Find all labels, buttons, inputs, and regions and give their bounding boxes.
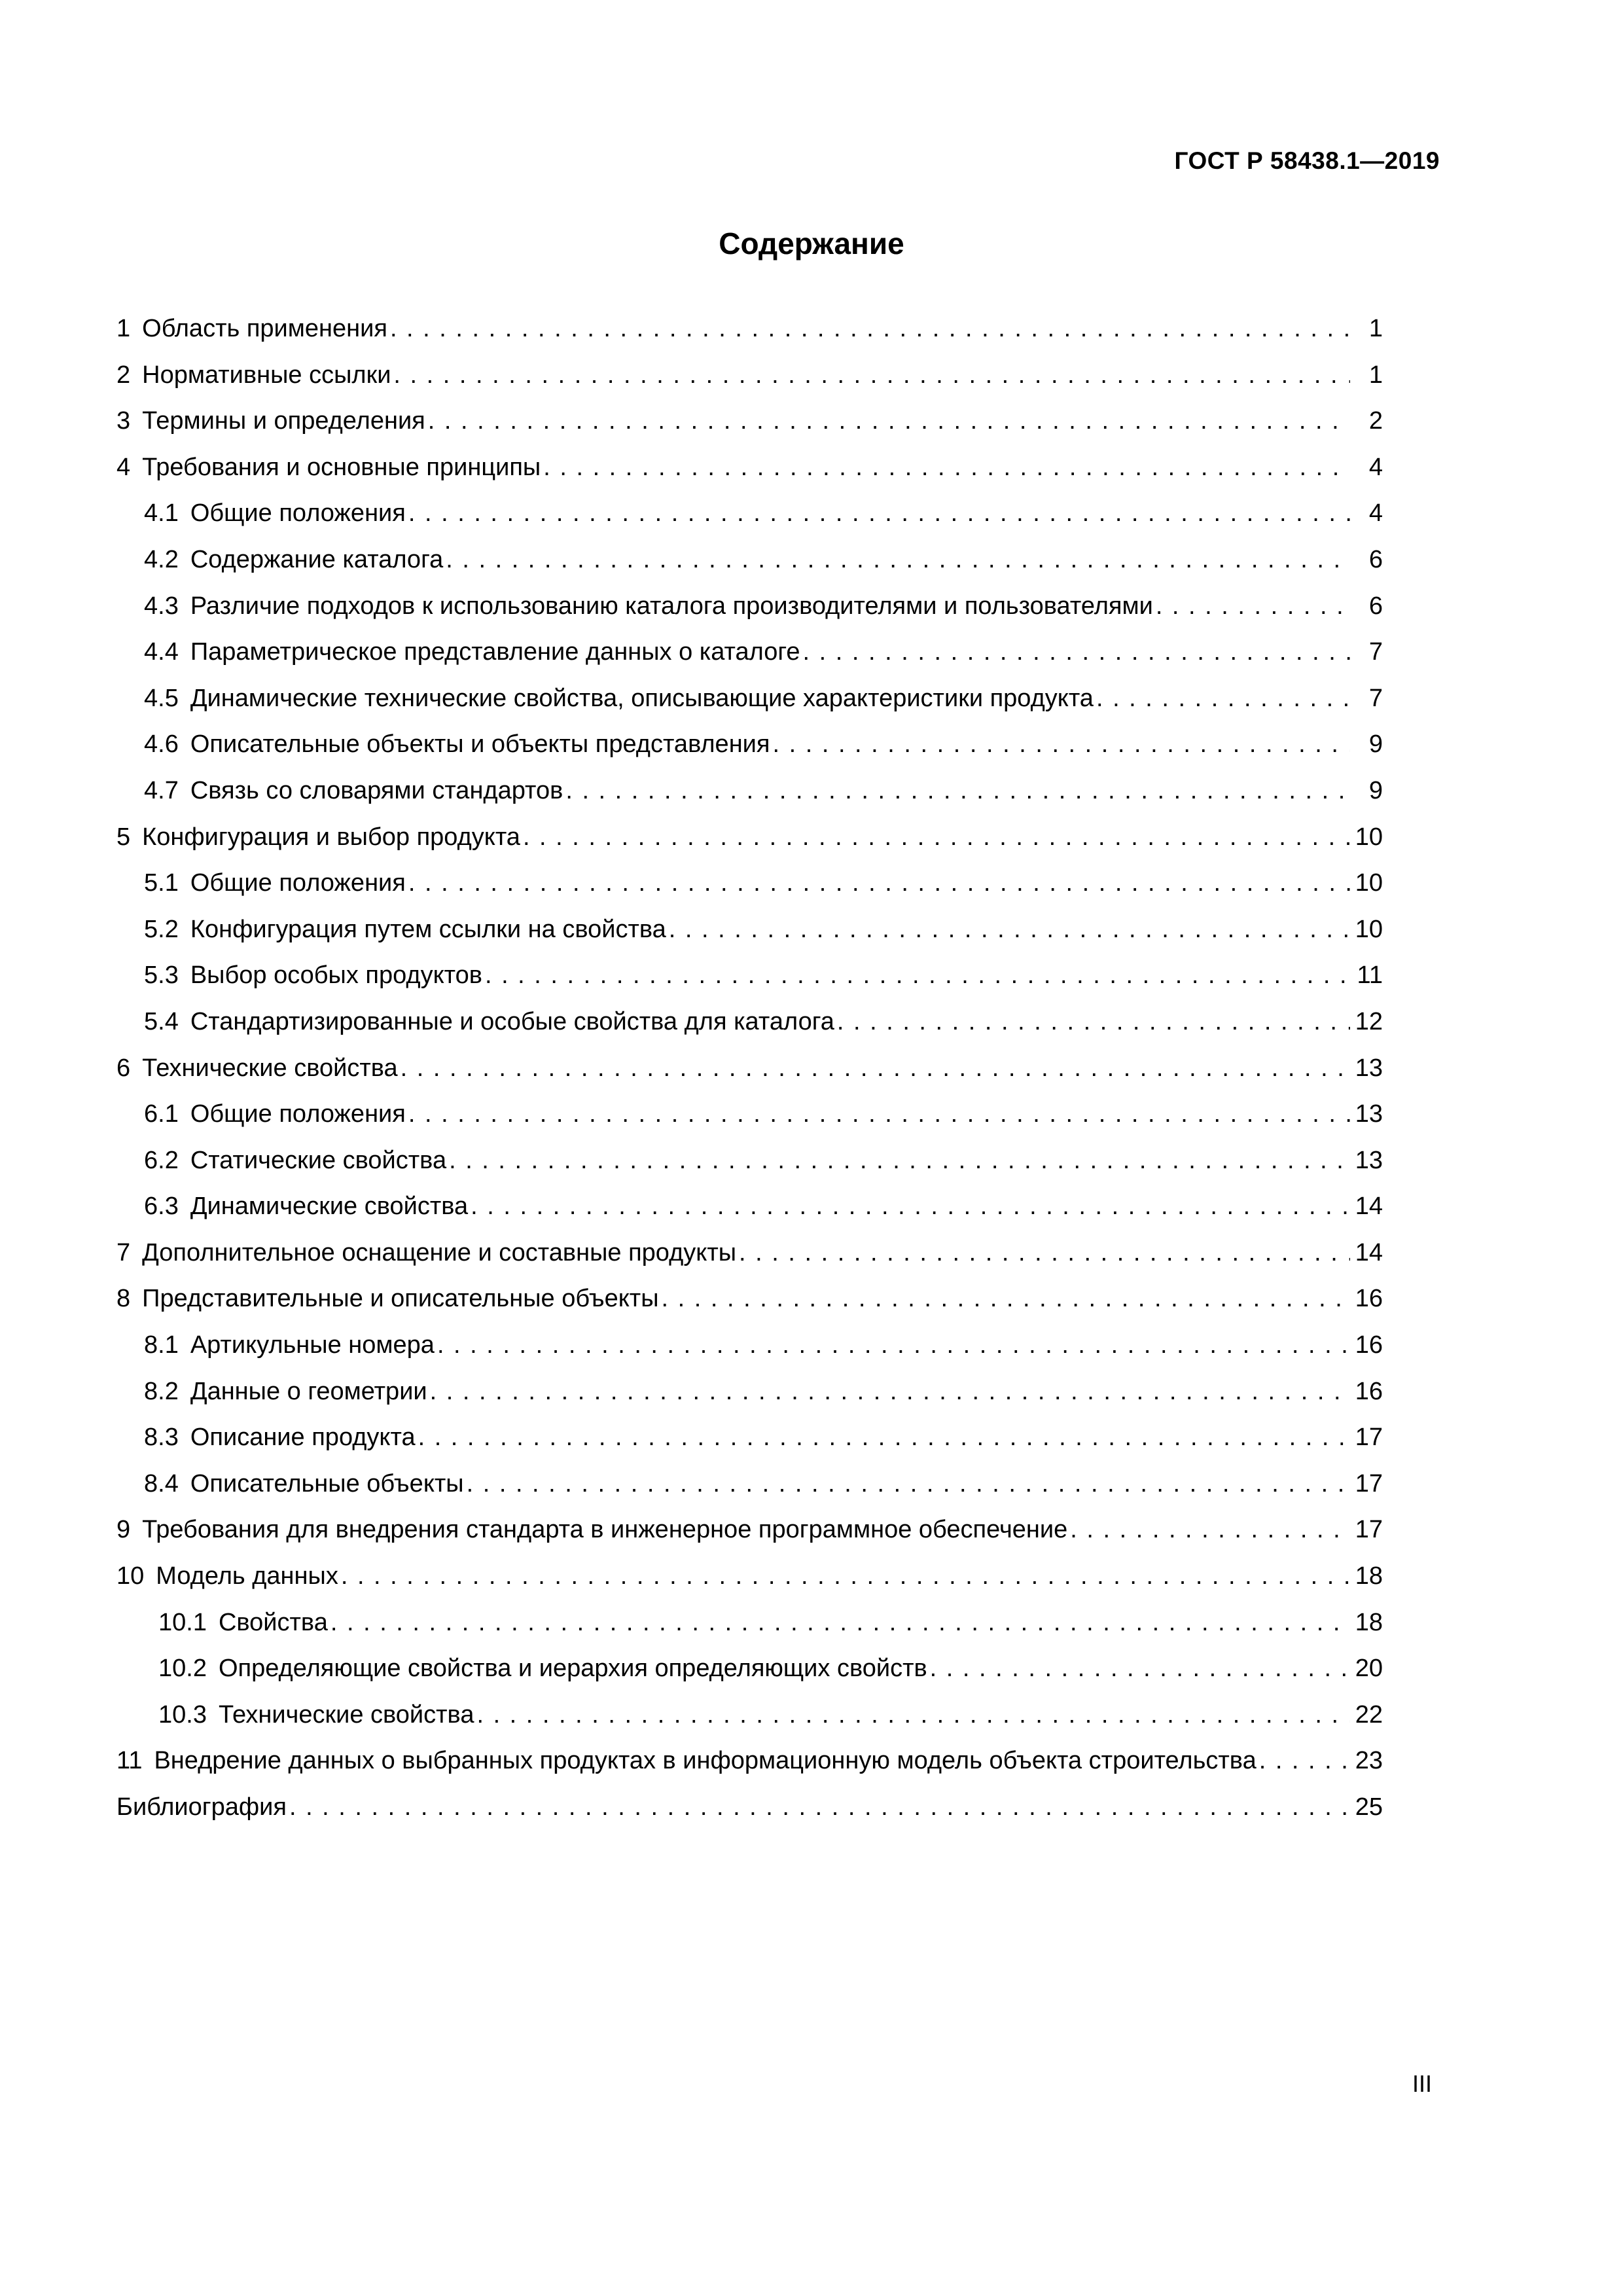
toc-entry-title: Содержание каталога [190, 545, 444, 573]
toc-entry-page: 9 [1368, 730, 1383, 759]
toc-entry-page: 4 [1368, 499, 1383, 528]
toc-entry[interactable] [116, 1194, 1383, 1240]
toc-entry-title: Статические свойства [190, 1146, 447, 1174]
toc-entry[interactable] [116, 870, 1383, 917]
dot-leader [662, 1286, 1350, 1311]
toc-entry-page: 16 [1355, 1377, 1383, 1405]
toc-entry[interactable] [116, 1333, 1383, 1379]
toc-entry-title: Свойства [218, 1608, 328, 1636]
toc-entry-page: 18 [1355, 1562, 1383, 1590]
toc-entry-page: 4 [1368, 453, 1383, 481]
toc-entry[interactable] [116, 1471, 1383, 1518]
dot-leader [408, 1102, 1350, 1126]
dot-leader [437, 1333, 1350, 1357]
dot-leader [289, 1795, 1350, 1820]
toc-entry-title: Библиография [116, 1793, 287, 1821]
toc-entry[interactable] [116, 1009, 1383, 1056]
toc-entry[interactable] [116, 1379, 1383, 1426]
dot-leader [408, 870, 1350, 895]
toc-entry-title: Внедрение данных о выбранных продуктах в информационную модель объекта строительства [154, 1747, 1257, 1775]
dot-leader [543, 455, 1350, 480]
toc-entry-number: 5.2 [144, 915, 179, 943]
toc-entry[interactable] [116, 1610, 1383, 1657]
toc-entry-page: 2 [1368, 407, 1383, 435]
toc-entry-page: 13 [1355, 1054, 1383, 1082]
toc-entry-page: 11 [1357, 961, 1383, 990]
toc-entry-title: Технические свойства [142, 1054, 398, 1082]
toc-entry[interactable] [116, 455, 1383, 501]
toc-entry-number: 8 [116, 1285, 131, 1313]
toc-entry-title: Данные о геометрии [190, 1377, 427, 1405]
toc-entry[interactable] [116, 1056, 1383, 1102]
toc-entry-page: 6 [1368, 592, 1383, 620]
toc-entry-title: Термины и определения [142, 407, 425, 435]
toc-entry-title: Общие положения [190, 499, 406, 528]
toc-entry[interactable] [116, 639, 1383, 686]
toc-entry-number: 8.2 [144, 1377, 179, 1405]
dot-leader [430, 1379, 1350, 1404]
toc-entry-title: Общие положения [190, 1100, 406, 1128]
toc-entry-page: 17 [1355, 1424, 1383, 1452]
toc-entry[interactable] [116, 732, 1383, 778]
toc-entry-title: Дополнительное оснащение и составные продукты [142, 1238, 737, 1266]
toc-entry-number: 7 [116, 1238, 131, 1266]
toc-entry-page: 7 [1368, 638, 1383, 666]
toc-entry-number: 5.4 [144, 1007, 179, 1035]
toc-entry-number: 4.2 [144, 545, 179, 573]
toc-entry-title: Требования и основные принципы [142, 453, 541, 481]
dot-leader [739, 1240, 1350, 1265]
toc-entry[interactable] [116, 1240, 1383, 1287]
toc-entry-title: Требования для внедрения стандарта в инженерное программное обеспечение [142, 1516, 1068, 1544]
toc-entry-title: Динамические свойства [190, 1193, 469, 1221]
toc-entry-number: 6.1 [144, 1100, 179, 1128]
toc-entry[interactable] [116, 594, 1383, 640]
toc-entry-title: Технические свойства [218, 1700, 474, 1729]
dot-leader [393, 363, 1350, 387]
dot-leader [476, 1702, 1350, 1727]
toc-entry[interactable] [116, 1656, 1383, 1702]
toc-entry-page: 17 [1355, 1516, 1383, 1544]
toc-entry-title: Динамические технические свойства, описывающие характеристики продукта [190, 684, 1094, 712]
toc-entry-page: 14 [1355, 1238, 1383, 1266]
toc-entry[interactable] [116, 1102, 1383, 1148]
toc-entry-number: 6.3 [144, 1193, 179, 1221]
dot-leader [1070, 1517, 1350, 1542]
document-id: ГОСТ Р 58438.1—2019 [1174, 147, 1440, 174]
dot-leader [330, 1610, 1350, 1635]
toc-entry-number: 4.5 [144, 684, 179, 712]
toc-entry-title: Конфигурация и выбор продукта [142, 823, 520, 851]
toc-entry-title: Выбор особых продуктов [190, 961, 482, 990]
toc-entry-title: Параметрическое представление данных о каталоге [190, 638, 800, 666]
toc-entry[interactable] [116, 501, 1383, 547]
toc-entry-title: Модель данных [156, 1562, 338, 1590]
toc-entry-number: 5.1 [144, 869, 179, 897]
toc-entry-number: 3 [116, 407, 131, 435]
toc-entry-number: 5.3 [144, 961, 179, 990]
toc-entry-title: Общие положения [190, 869, 406, 897]
toc-entry-number: 4.6 [144, 730, 179, 759]
toc-entry-title: Область применения [142, 315, 387, 342]
toc-entry-number: 4 [116, 453, 131, 481]
toc-entry-title: Описательные объекты и объекты представления [190, 730, 770, 759]
toc-entry-page: 13 [1355, 1100, 1383, 1128]
dot-leader [418, 1425, 1350, 1450]
toc-entry-title: Стандартизированные и особые свойства для каталога [190, 1007, 834, 1035]
toc-entry-page: 16 [1355, 1331, 1383, 1359]
toc-entry-page: 1 [1368, 315, 1383, 342]
toc-entry[interactable] [116, 963, 1383, 1009]
toc-entry[interactable] [116, 1286, 1383, 1333]
dot-leader [1156, 594, 1350, 619]
dot-leader [930, 1656, 1350, 1681]
toc-entry-page: 25 [1355, 1793, 1383, 1821]
dot-leader [467, 1471, 1350, 1496]
toc-entry[interactable] [116, 1702, 1383, 1749]
toc-entry-page: 13 [1355, 1146, 1383, 1174]
toc-entry-page: 14 [1355, 1193, 1383, 1221]
toc-entry-number: 10.3 [158, 1700, 207, 1729]
toc-entry-title: Определяющие свойства и иерархия определяющих свойств [218, 1655, 927, 1683]
toc-entry-page: 16 [1355, 1285, 1383, 1313]
toc-entry-page: 1 [1368, 361, 1383, 389]
toc-entry-page: 22 [1355, 1700, 1383, 1729]
toc-entry-number: 8.1 [144, 1331, 179, 1359]
dot-leader [471, 1194, 1350, 1219]
toc-entry[interactable] [116, 408, 1383, 455]
dot-leader [803, 639, 1350, 664]
toc-entry[interactable] [116, 316, 1383, 363]
toc-entry-page: 10 [1355, 869, 1383, 897]
toc-entry[interactable] [116, 1795, 1383, 1841]
toc-entry-page: 9 [1368, 776, 1383, 804]
dot-leader [390, 316, 1350, 341]
toc-entry-title: Конфигурация путем ссылки на свойства [190, 915, 666, 943]
toc-entry-page: 6 [1368, 545, 1383, 573]
dot-leader [341, 1564, 1350, 1588]
toc-entry-page: 20 [1355, 1655, 1383, 1683]
dot-leader [523, 825, 1350, 850]
dot-leader [772, 732, 1350, 757]
dot-leader [446, 547, 1350, 572]
toc-entry-page: 12 [1355, 1007, 1383, 1035]
toc-entry-page: 18 [1355, 1608, 1383, 1636]
toc-entry-number: 10.2 [158, 1655, 207, 1683]
toc-entry-number: 8.4 [144, 1469, 179, 1498]
page-number: III [1412, 2070, 1432, 2097]
toc-entry-title: Описательные объекты [190, 1469, 464, 1498]
dot-leader [428, 408, 1350, 433]
toc-entry-page: 7 [1368, 684, 1383, 712]
dot-leader [565, 778, 1350, 803]
toc-entry-number: 6 [116, 1054, 131, 1082]
toc-entry-number: 11 [116, 1747, 143, 1775]
toc-entry-title: Нормативные ссылки [142, 361, 391, 389]
toc-entry[interactable] [116, 1148, 1383, 1194]
toc-entry-number: 5 [116, 823, 131, 851]
toc-entry[interactable] [116, 1425, 1383, 1471]
dot-leader [408, 501, 1350, 526]
toc-entry-page: 10 [1355, 915, 1383, 943]
toc-entry-number: 4.7 [144, 776, 179, 804]
toc-entry-page: 23 [1355, 1747, 1383, 1775]
toc-entry[interactable] [116, 825, 1383, 871]
dot-leader [1259, 1748, 1350, 1773]
toc-entry-number: 8.3 [144, 1424, 179, 1452]
dot-leader [837, 1009, 1350, 1034]
toc-entry-number: 4.1 [144, 499, 179, 528]
toc-entry-page: 10 [1355, 823, 1383, 851]
toc-entry-title: Артикульные номера [190, 1331, 435, 1359]
toc-entry[interactable] [116, 1564, 1383, 1610]
toc-entry[interactable] [116, 1517, 1383, 1564]
dot-leader [449, 1148, 1350, 1173]
toc-entry-number: 10.1 [158, 1608, 207, 1636]
toc-entry-title: Связь со словарями стандартов [190, 776, 563, 804]
toc-title: Содержание [719, 226, 904, 260]
toc-entry[interactable] [116, 1748, 1383, 1795]
toc-entry-title: Представительные и описательные объекты [142, 1285, 659, 1313]
toc-entry[interactable] [116, 917, 1383, 963]
toc-entry-number: 9 [116, 1516, 131, 1544]
dot-leader [669, 917, 1350, 942]
toc-entry-number: 4.3 [144, 592, 179, 620]
dot-leader [1096, 686, 1350, 711]
toc-entry[interactable] [116, 547, 1383, 594]
table-of-contents [116, 316, 1383, 1841]
toc-entry-page: 17 [1355, 1469, 1383, 1498]
toc-entry-number: 2 [116, 361, 131, 389]
toc-entry-number: 4.4 [144, 638, 179, 666]
dot-leader [485, 963, 1350, 988]
toc-entry-number: 10 [116, 1562, 145, 1590]
toc-entry[interactable] [116, 686, 1383, 732]
toc-entry[interactable] [116, 363, 1383, 409]
toc-entry-title: Описание продукта [190, 1424, 416, 1452]
dot-leader [401, 1056, 1350, 1081]
toc-entry[interactable] [116, 778, 1383, 825]
toc-entry-number: 1 [116, 315, 131, 342]
toc-entry-title: Различие подходов к использованию каталога производителями и пользователями [190, 592, 1153, 620]
toc-entry-number: 6.2 [144, 1146, 179, 1174]
